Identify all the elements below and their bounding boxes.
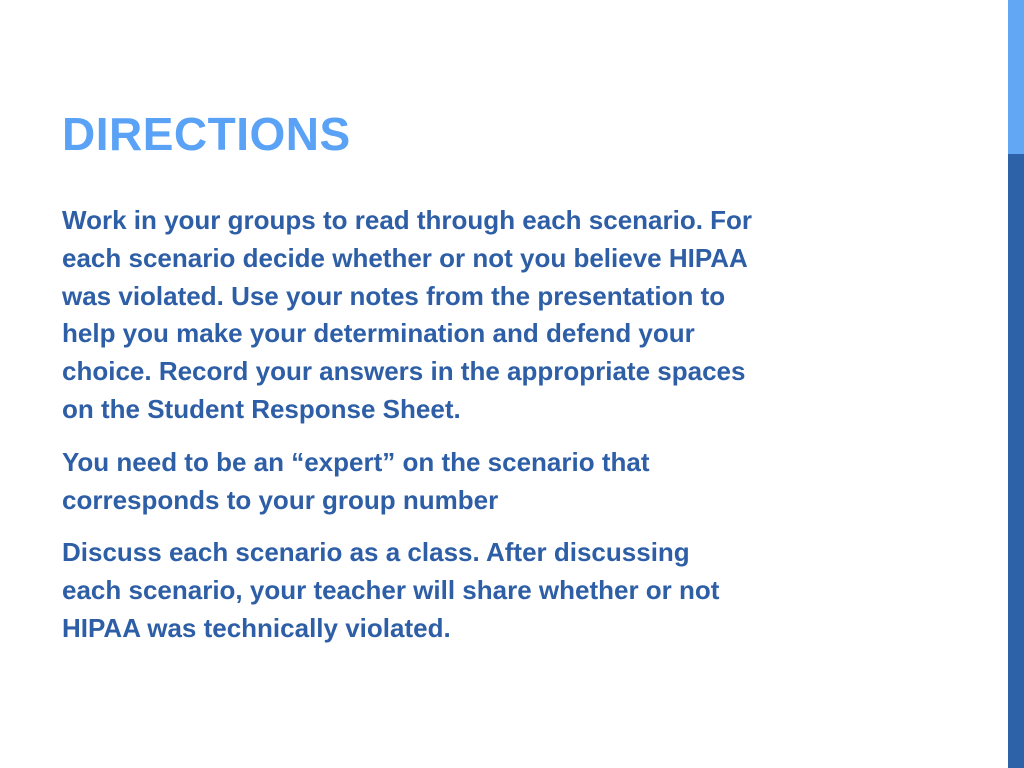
accent-bar-bottom	[1008, 154, 1024, 768]
paragraph-discuss	[62, 534, 942, 647]
text-line: Work in your groups to read through each scenario. For	[62, 205, 753, 235]
accent-bar-top	[1008, 0, 1024, 154]
paragraph-instructions	[62, 202, 942, 429]
text-line: Discuss each scenario as a class. After discussing	[62, 537, 690, 568]
text-line: was violated. Use your notes from the presentation to	[62, 280, 726, 311]
text-line: corresponds to your group number	[62, 484, 499, 515]
slide-body	[62, 202, 942, 662]
text-line: on the Student Response Sheet.	[62, 393, 461, 424]
accent-side-bar	[1008, 0, 1024, 768]
text-line: each scenario, your teacher will share whether or not	[62, 575, 720, 606]
text-line: HIPAA was technically violated.	[62, 612, 451, 643]
slide-title: DIRECTIONS	[62, 108, 351, 160]
text-line: help you make your determination and defend your	[62, 318, 695, 349]
text-line: each scenario decide whether or not you believe HIPAA	[62, 242, 748, 273]
text-line: You need to be an “expert” on the scenario that	[62, 446, 650, 477]
text-line: choice. Record your answers in the appropriate spaces	[62, 356, 746, 387]
paragraph-expert	[62, 444, 942, 520]
